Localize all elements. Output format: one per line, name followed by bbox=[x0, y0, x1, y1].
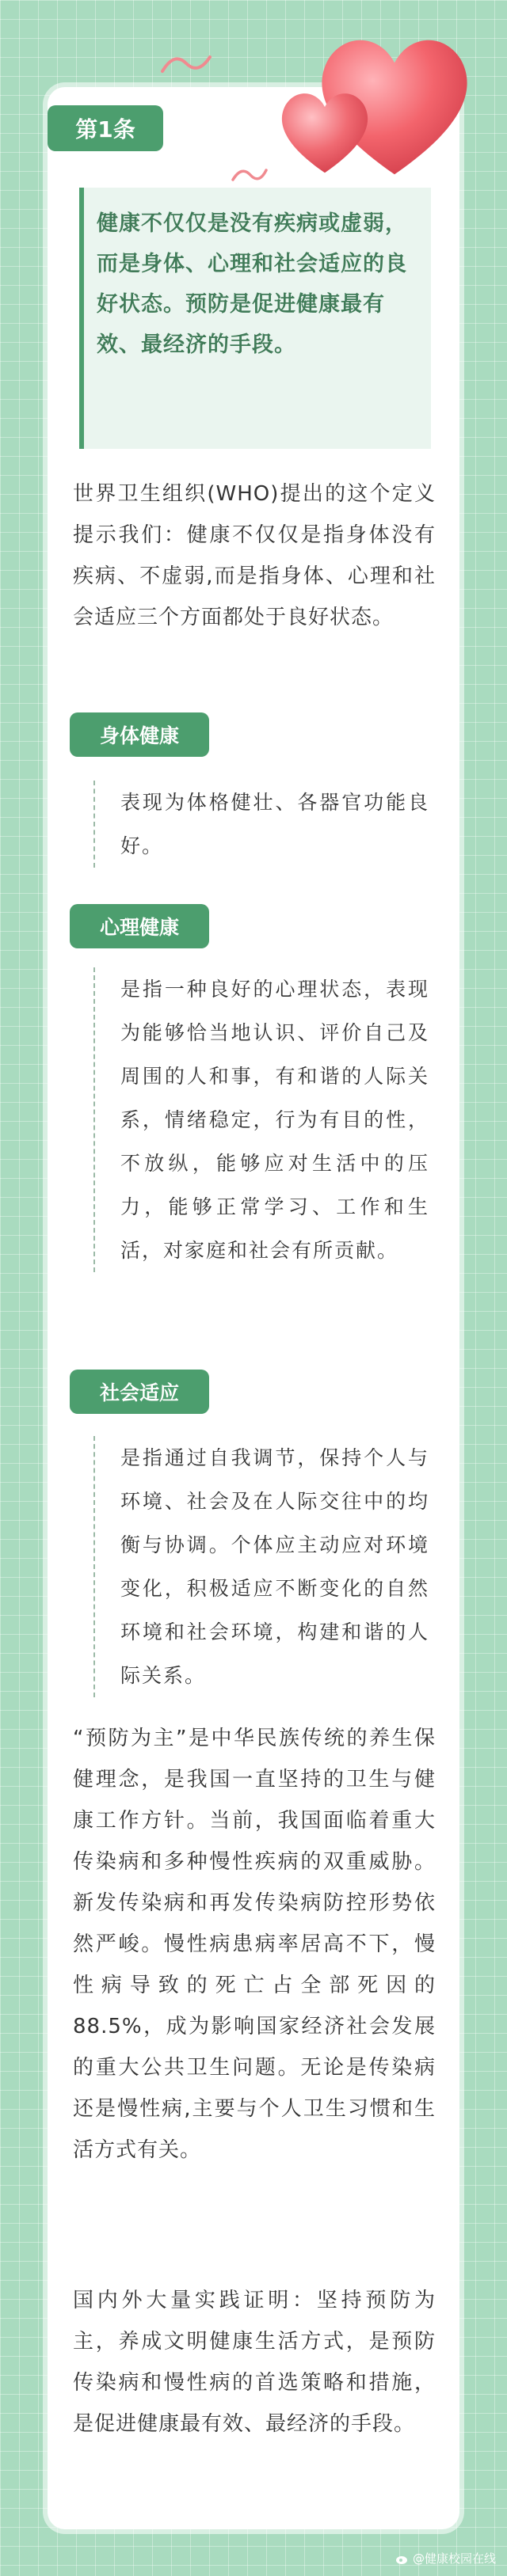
weibo-icon bbox=[395, 2552, 410, 2565]
prevention-paragraph: “预防为主”是中华民族传统的养生保健理念，是我国一直坚持的卫生与健康工作方针。当前，我国面临着重大传染病和多种慢性疾病的双重威胁。新发传染病和再发传染病防控形势依然严峻。慢性病患病率居高不下，慢性病导致的死亡占全部死因的88.5%，成为影响国家经济社会发展的重大公共卫生问题。无论是传染病还是慢性病,主要与个人卫生习惯和生活方式有关。 bbox=[73, 1727, 436, 2162]
section-badge-mental: 心理健康 bbox=[70, 904, 209, 948]
swirl-icon bbox=[158, 47, 214, 79]
section-text-physical: 表现为体格健壮、各器官功能良好。 bbox=[93, 781, 429, 868]
section-text-social: 是指通过自我调节，保持个人与环境、社会及在人际交往中的均衡与协调。个体应主动应对环境变化，积极适应不断变化的自然环境和社会环境，构建和谐的人际关系。 bbox=[93, 1436, 429, 1697]
section-badge-physical: 身体健康 bbox=[70, 712, 209, 757]
intro-callout bbox=[79, 188, 431, 449]
heart-icon bbox=[273, 83, 376, 178]
conclusion-paragraph: 国内外大量实践证明：坚持预防为主，养成文明健康生活方式，是预防传染病和慢性病的首选策略和措施，是促进健康最有效、最经济的手段。 bbox=[73, 2289, 436, 2436]
intro-text: 健康不仅仅是没有疾病或虚弱，而是身体、心理和社会适应的良好状态。预防是促进健康最有效、最经济的手段。 bbox=[97, 211, 407, 357]
who-paragraph: 世界卫生组织(WHO)提出的这个定义提示我们：健康不仅仅是指身体没有疾病、不虚弱,而是指身体、心理和社会适应三个方面都处于良好状态。 bbox=[73, 482, 436, 629]
swirl-icon bbox=[230, 162, 269, 186]
watermark-text: @健康校园在线 bbox=[412, 2551, 496, 2566]
article-number-badge: 第1条 bbox=[48, 105, 163, 151]
section-badge-social: 社会适应 bbox=[70, 1370, 209, 1414]
section-text-mental: 是指一种良好的心理状态，表现为能够恰当地认识、评价自己及周围的人和事，有和谐的人际关系，情绪稳定，行为有目的性，不放纵，能够应对生活中的压力，能够正常学习、工作和生活，对家庭和社会有所贡献。 bbox=[93, 967, 429, 1272]
watermark bbox=[395, 2550, 496, 2567]
